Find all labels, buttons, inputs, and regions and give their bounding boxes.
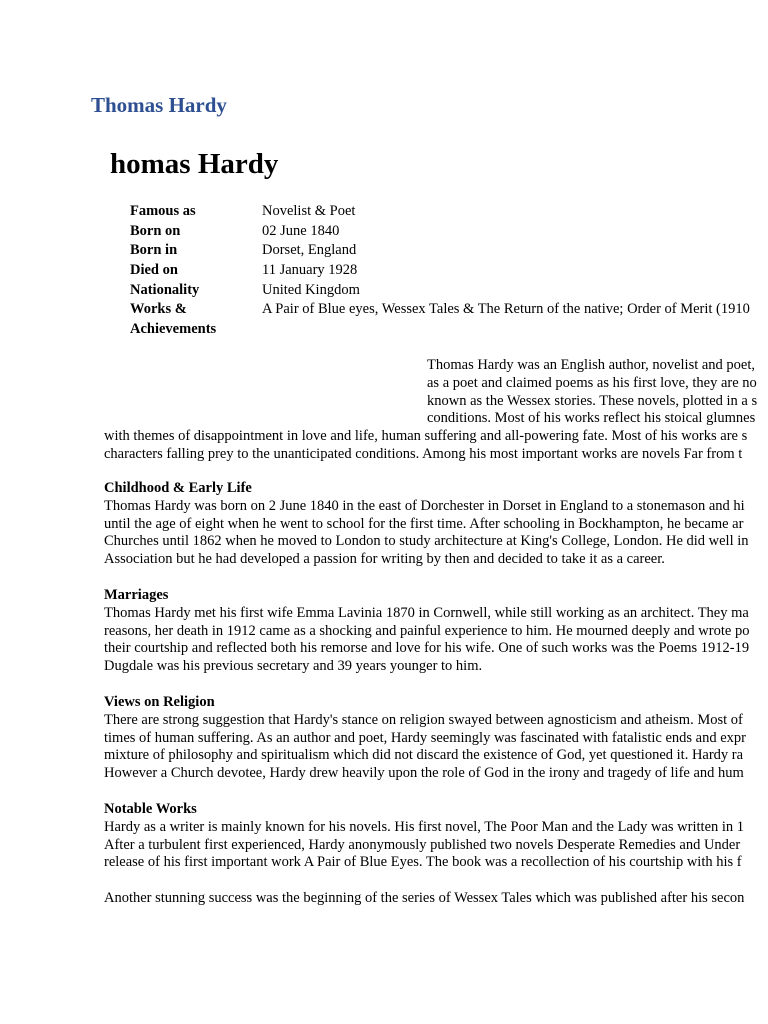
facts-row xyxy=(130,222,768,242)
paragraph-line: Thomas Hardy was born on 2 June 1840 in the east of Dorchester in Dorset in England to a stonemason and hi xyxy=(104,497,745,514)
paragraph-line: There are strong suggestion that Hardy's stance on religion swayed between agnosticism and atheism. Most of xyxy=(104,711,743,728)
paragraph-line: characters falling prey to the unanticipated conditions. Among his most important works are novels Far from t xyxy=(104,445,743,462)
facts-row xyxy=(130,241,768,261)
facts-label: Nationality xyxy=(130,281,200,298)
section-marriages xyxy=(104,587,749,676)
section-heading: Views on Religion xyxy=(104,694,215,710)
facts-label: Born in xyxy=(130,242,178,259)
document-title: Thomas Hardy xyxy=(91,93,227,117)
paragraph-line: Dugdale was his previous secretary and 39 years younger to him. xyxy=(104,658,483,675)
paragraph-line: conditions. Most of his works reflect his stoical glumnes xyxy=(427,410,756,427)
article-title: homas Hardy xyxy=(110,148,279,180)
paragraph-line: until the age of eight when he went to school for the first time. After schooling in Bockhampton, he became ar xyxy=(104,515,744,532)
paragraph-line: Another stunning success was the beginning of the series of Wessex Tales which was published after his secon xyxy=(104,890,745,906)
paragraph-line: as a poet and claimed poems as his first love, they are no xyxy=(427,374,757,391)
paragraph-line: After a turbulent first experienced, Hardy anonymously published two novels Desperate Remedies and Under xyxy=(104,836,741,853)
paragraph-line: release of his first important work A Pair of Blue Eyes. The book was a recollection of his courtship with his f xyxy=(104,854,742,871)
facts-value: United Kingdom xyxy=(262,281,360,298)
section-heading: Marriages xyxy=(104,587,169,603)
paragraph-line: Thomas Hardy met his first wife Emma Lavinia 1870 in Cornwell, while still working as an architect. They ma xyxy=(104,604,749,621)
intro-paragraph xyxy=(104,357,757,464)
facts-label: Born on xyxy=(130,222,181,239)
facts-label: Famous as xyxy=(130,203,196,219)
facts-value: 11 January 1928 xyxy=(262,262,358,279)
facts-row xyxy=(130,300,768,339)
facts-value: 02 June 1840 xyxy=(262,222,340,239)
section-notable-works xyxy=(104,801,744,872)
facts-table xyxy=(130,202,768,340)
section-heading: Notable Works xyxy=(104,801,197,817)
section-childhood xyxy=(104,480,749,569)
facts-row xyxy=(130,202,768,222)
facts-value: Dorset, England xyxy=(262,242,357,259)
paragraph-line: Association but he had developed a passion for writing by then and decided to take it as a career. xyxy=(104,551,665,568)
paragraph-line: Churches until 1862 when he moved to London to study architecture at King's College, London. He did well in xyxy=(104,533,749,550)
paragraph-line: Hardy as a writer is mainly known for his novels. His first novel, The Poor Man and the Lady was written in 1 xyxy=(104,818,745,835)
paragraph-line: with themes of disappointment in love and life, human suffering and all-powering fate. Most of his works are s xyxy=(104,428,748,445)
paragraph-line: mixture of philosophy and spiritualism which did not discard the existence of God, yet questioned it. Hardy ra xyxy=(104,747,744,764)
section-heading: Childhood & Early Life xyxy=(104,480,252,496)
facts-label: Died on xyxy=(130,262,178,279)
facts-row xyxy=(130,261,768,281)
facts-row xyxy=(130,281,768,301)
paragraph-line: their courtship and reflected both his remorse and love for his wife. One of such works was the Poems 1912-19 xyxy=(104,640,750,657)
facts-value: A Pair of Blue eyes, Wessex Tales & The Return of the native; Order of Merit (1910 xyxy=(262,301,750,318)
paragraph-line: known as the Wessex stories. These novels, plotted in a s xyxy=(427,392,758,409)
facts-label: Works & Achievements xyxy=(130,301,217,338)
facts-value: Novelist & Poet xyxy=(262,203,356,219)
paragraph-line: However a Church devotee, Hardy drew heavily upon the role of God in the irony and tragedy of life and hum xyxy=(104,765,744,782)
paragraph-line: times of human suffering. As an author and poet, Hardy seemingly was fascinated with fatalistic ends and expr xyxy=(104,729,746,746)
paragraph-line: Thomas Hardy was an English author, novelist and poet, xyxy=(427,357,756,373)
paragraph-line: reasons, her death in 1912 came as a shocking and painful experience to him. He mourned deeply and wrote po xyxy=(104,622,750,639)
closing-paragraph xyxy=(104,890,744,908)
section-religion xyxy=(104,694,746,783)
